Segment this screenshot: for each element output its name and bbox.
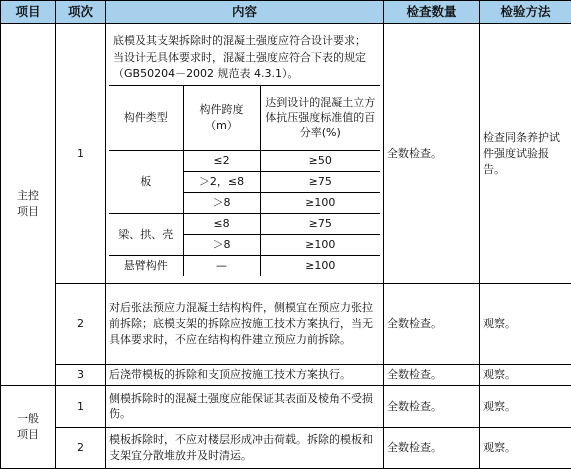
subtable-percent: ≥75 — [260, 171, 380, 192]
method-cell: 检查同条养护试件强度试验报告。 — [480, 24, 571, 284]
table-row — [1, 24, 571, 284]
subtable-percent: ≥100 — [260, 192, 380, 213]
subtable-span: ≤2 — [183, 150, 260, 171]
subtable-type-slab: 板 — [109, 150, 183, 213]
subtable-header-percent: 达到设计的混凝土立方体抗压强度标准值的百分率(%) — [260, 85, 380, 150]
quantity-cell: 全数检查。 — [384, 284, 480, 365]
category-general: 一般 项目 — [1, 385, 56, 468]
content-cell: 对后张法预应力混凝土结构构件，侧模宜在预应力张拉前拆除；底模支架的拆除应按施工技术方案执行，当无具体要求时，不应在结构构件建立预应力前拆除。 — [106, 284, 384, 365]
requirement-text: 底模及其支架拆除时的混凝土强度应符合设计要求；当设计无具体要求时，混凝土强度应符合下表的规定（GB50204－2002 规范表 4.3.1）。 — [113, 34, 366, 81]
subtable-type-cantilever: 悬臂构件 — [109, 255, 183, 276]
method-cell: 观察。 — [480, 365, 571, 385]
table-row — [1, 284, 571, 365]
subtable-percent: ≥100 — [260, 234, 380, 255]
subtable-type-beam: 梁、拱、壳 — [109, 213, 183, 255]
quantity-cell: 全数检查。 — [384, 365, 480, 385]
quantity-cell: 全数检查。 — [384, 428, 480, 469]
quantity-cell: 全数检查。 — [384, 24, 480, 284]
table-row — [1, 365, 571, 385]
subtable-span: — — [183, 255, 260, 276]
method-cell: 观察。 — [480, 284, 571, 365]
quantity-cell: 全数检查。 — [384, 385, 480, 428]
table-row — [1, 385, 571, 428]
subtable-header-type: 构件类型 — [109, 85, 183, 150]
strength-subtable — [109, 85, 380, 276]
subtable-span: ＞8 — [183, 234, 260, 255]
item-number: 2 — [56, 428, 106, 469]
subtable-span: ＞8 — [183, 192, 260, 213]
item-number: 1 — [56, 385, 106, 428]
method-cell: 观察。 — [480, 428, 571, 469]
header-row — [1, 1, 571, 24]
subtable-percent: ≥100 — [260, 255, 380, 276]
item-number: 3 — [56, 365, 106, 385]
header-category: 项目 — [1, 1, 56, 24]
item-number: 2 — [56, 284, 106, 365]
subtable-percent: ≥50 — [260, 150, 380, 171]
content-cell: 后浇带模板的拆除和支顶应按施工技术方案执行。 — [106, 365, 384, 385]
header-quantity: 检查数量 — [384, 1, 480, 24]
header-content: 内容 — [106, 1, 384, 24]
subtable-header-span: 构件跨度 （m） — [183, 85, 260, 150]
subtable-span: ≤8 — [183, 213, 260, 234]
header-item: 项次 — [56, 1, 106, 24]
subtable-percent: ≥75 — [260, 213, 380, 234]
subtable-span: ＞2，≤8 — [183, 171, 260, 192]
item-number: 1 — [56, 24, 106, 284]
content-cell: 模板拆除时，不应对楼层形成冲击荷载。拆除的模板和支架宜分散堆放并及时清运。 — [106, 428, 384, 469]
category-main-control: 主控 项目 — [1, 24, 56, 386]
method-cell: 观察。 — [480, 385, 571, 428]
table-row — [1, 428, 571, 469]
header-method: 检验方法 — [480, 1, 571, 24]
content-cell: 侧模拆除时的混凝土强度应能保证其表面及棱角不受损伤。 — [106, 385, 384, 428]
content-cell — [106, 24, 384, 284]
